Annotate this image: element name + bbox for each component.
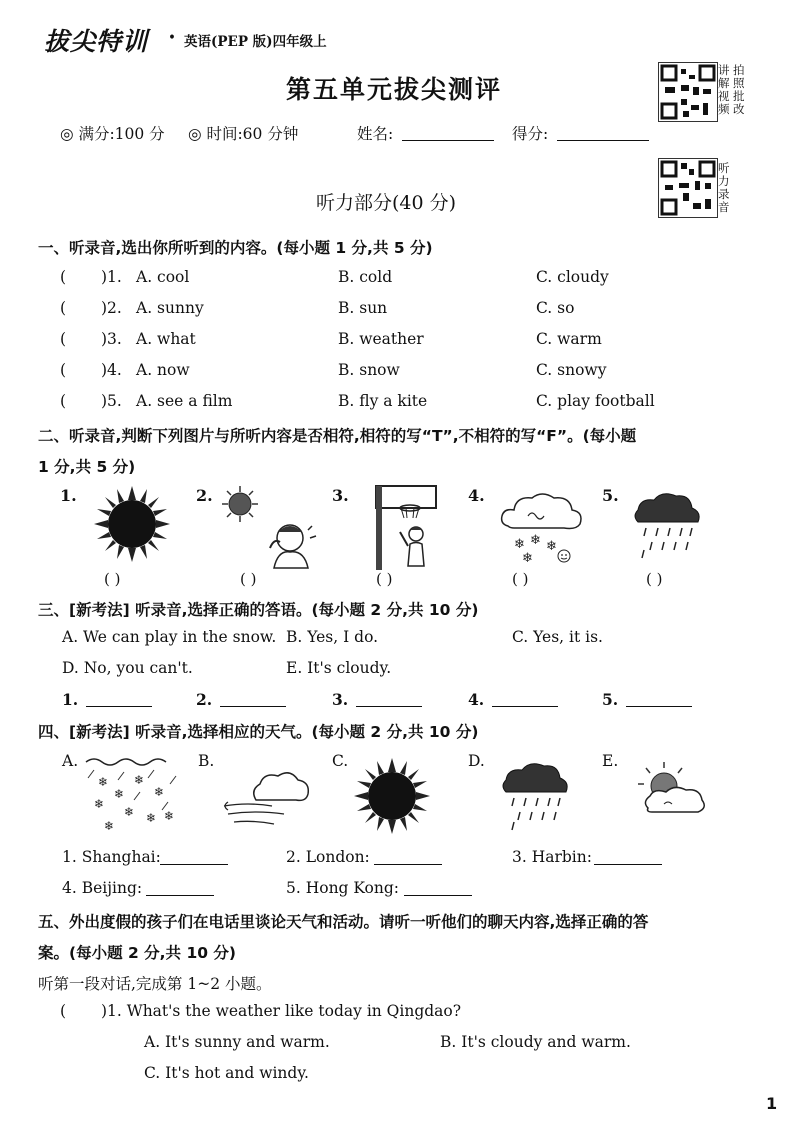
windy-cloud-icon xyxy=(222,760,312,832)
picture-letter: D. xyxy=(468,752,485,770)
picture-label: 2. xyxy=(196,486,213,505)
svg-text:❄: ❄ xyxy=(546,539,557,554)
sun-icon xyxy=(92,484,172,564)
picture-label: 5. xyxy=(602,486,619,505)
sun-icon xyxy=(352,756,432,836)
city-label: 3. Harbin: xyxy=(512,848,592,866)
option-a: A. now xyxy=(136,361,190,379)
answer-option: D. No, you can't. xyxy=(62,659,193,677)
snowstorm-icon xyxy=(84,756,184,836)
svg-text:❄: ❄ xyxy=(134,773,145,787)
answer-option: B. Yes, I do. xyxy=(286,628,379,646)
option-b: B. cold xyxy=(338,268,393,286)
page-title: 第五单元拔尖测评 xyxy=(286,75,503,104)
hot-weather-icon xyxy=(222,486,322,568)
question-text: )1. What's the weather like today in Qingdao? xyxy=(101,1002,462,1020)
qr-pattern-icon xyxy=(659,63,717,121)
section5-heading-cont: 案。(每小题 2 分,共 10 分) xyxy=(38,944,236,962)
svg-text:❄: ❄ xyxy=(164,809,175,823)
answer-paren[interactable]: ( xyxy=(60,268,67,286)
header-dot: • xyxy=(168,30,176,46)
option-a: A. see a film xyxy=(136,392,233,410)
answer-field[interactable] xyxy=(404,881,472,896)
option-b: B. fly a kite xyxy=(338,392,428,410)
rain-cloud-icon xyxy=(500,760,572,834)
score-label: 得分: xyxy=(512,125,549,143)
question-number: )5. xyxy=(101,392,122,410)
full-score: ◎ 满分:100 分 xyxy=(60,125,165,143)
svg-text:❄: ❄ xyxy=(154,785,165,799)
picture-letter: A. xyxy=(62,752,79,770)
picture-label: 1. xyxy=(60,486,77,505)
svg-text:❄: ❄ xyxy=(522,551,533,566)
section4-heading: 四、[新考法] 听录音,选择相应的天气。(每小题 2 分,共 10 分) xyxy=(38,723,479,741)
picture-label: 3. xyxy=(332,486,349,505)
answer-paren[interactable]: ( xyxy=(60,330,67,348)
answer-paren[interactable]: ( xyxy=(60,299,67,317)
question-number: )2. xyxy=(101,299,122,317)
option-c: C. snowy xyxy=(536,361,607,379)
answer-paren[interactable]: ( xyxy=(60,361,67,379)
option-c: C. warm xyxy=(536,330,602,348)
option-b: B. It's cloudy and warm. xyxy=(440,1033,631,1051)
picture-label: 4. xyxy=(468,486,485,505)
answer-field[interactable] xyxy=(220,692,286,707)
snowy-cloud-icon xyxy=(498,490,584,568)
option-b: B. weather xyxy=(338,330,424,348)
picture-letter: E. xyxy=(602,752,619,770)
qr-code-audio[interactable] xyxy=(658,158,718,218)
answer-field[interactable] xyxy=(374,850,442,865)
option-c: C. so xyxy=(536,299,575,317)
blank-number: 4. xyxy=(468,690,485,709)
answer-option: E. It's cloudy. xyxy=(286,659,392,677)
svg-text:❄: ❄ xyxy=(114,787,125,801)
svg-text:❄: ❄ xyxy=(94,797,105,811)
answer-field[interactable] xyxy=(492,692,558,707)
blank-number: 1. xyxy=(62,690,79,709)
partly-cloudy-icon xyxy=(630,762,710,824)
svg-text:❄: ❄ xyxy=(104,819,115,833)
option-a: A. cool xyxy=(136,268,190,286)
blank-number: 5. xyxy=(602,690,619,709)
city-label: 5. Hong Kong: xyxy=(286,879,400,897)
name-field[interactable] xyxy=(402,126,494,141)
qr-code-video[interactable] xyxy=(658,62,718,122)
svg-text:❄: ❄ xyxy=(530,533,541,548)
option-c: C. play football xyxy=(536,392,655,410)
option-a: A. It's sunny and warm. xyxy=(144,1033,330,1051)
qr-label-audio: 听力录音 xyxy=(718,161,730,214)
question-number: )1. xyxy=(101,268,122,286)
answer-blank[interactable]: ( ) xyxy=(104,570,121,588)
section1-heading: 一、听录音,选出你所听到的内容。(每小题 1 分,共 5 分) xyxy=(38,239,433,257)
picture-letter: B. xyxy=(198,752,215,770)
dialogue-intro: 听第一段对话,完成第 1~2 小题。 xyxy=(38,975,272,993)
city-label: 2. London: xyxy=(286,848,370,866)
qr-pattern-icon xyxy=(659,159,717,217)
listening-title: 听力部分(40 分) xyxy=(316,192,457,214)
qr-label-video: 讲解视频 xyxy=(718,63,730,116)
time-limit: ◎ 时间:60 分钟 xyxy=(188,125,299,143)
answer-paren[interactable]: ( xyxy=(60,1002,67,1020)
svg-text:❄: ❄ xyxy=(124,805,135,819)
section3-heading: 三、[新考法] 听录音,选择正确的答语。(每小题 2 分,共 10 分) xyxy=(38,601,479,619)
basketball-hoop-icon xyxy=(370,486,440,570)
blank-number: 2. xyxy=(196,690,213,709)
answer-blank[interactable]: ( ) xyxy=(646,570,663,588)
answer-blank[interactable]: ( ) xyxy=(376,570,393,588)
answer-field[interactable] xyxy=(86,692,152,707)
answer-field[interactable] xyxy=(146,881,214,896)
option-b: B. sun xyxy=(338,299,388,317)
city-label: 4. Beijing: xyxy=(62,879,143,897)
svg-text:❄: ❄ xyxy=(98,775,109,789)
question-number: )3. xyxy=(101,330,122,348)
option-b: B. snow xyxy=(338,361,400,379)
answer-field[interactable] xyxy=(626,692,692,707)
section2-heading-cont: 1 分,共 5 分) xyxy=(38,458,136,476)
svg-text:❄: ❄ xyxy=(514,537,525,552)
answer-option: C. Yes, it is. xyxy=(512,628,603,646)
header-subtitle: 英语(PEP 版)四年级上 xyxy=(184,34,327,50)
answer-paren[interactable]: ( xyxy=(60,392,67,410)
answer-field[interactable] xyxy=(160,850,228,865)
page-number: 1 xyxy=(766,1094,778,1113)
qr-label-correct: 拍照批改 xyxy=(733,63,745,116)
option-a: A. sunny xyxy=(136,299,204,317)
answer-field[interactable] xyxy=(356,692,422,707)
section5-heading: 五、外出度假的孩子们在电话里谈论天气和活动。请听一听他们的聊天内容,选择正确的答 xyxy=(38,913,649,931)
rain-cloud-icon xyxy=(632,490,702,562)
question-number: )4. xyxy=(101,361,122,379)
section2-heading: 二、听录音,判断下列图片与所听内容是否相符,相符的写“T”,不相符的写“F”。(每小题 xyxy=(38,427,637,445)
city-label: 1. Shanghai: xyxy=(62,848,161,866)
option-a: A. what xyxy=(136,330,196,348)
brand-logo: 拔尖特训 xyxy=(44,27,149,56)
option-c: C. cloudy xyxy=(536,268,609,286)
answer-blank[interactable]: ( ) xyxy=(240,570,257,588)
answer-option: A. We can play in the snow. xyxy=(62,628,277,646)
answer-field[interactable] xyxy=(594,850,662,865)
name-label: 姓名: xyxy=(357,125,394,143)
score-field[interactable] xyxy=(557,126,649,141)
blank-number: 3. xyxy=(332,690,349,709)
picture-letter: C. xyxy=(332,752,349,770)
option-c: C. It's hot and windy. xyxy=(144,1064,309,1082)
answer-blank[interactable]: ( ) xyxy=(512,570,529,588)
svg-text:❄: ❄ xyxy=(146,811,157,825)
